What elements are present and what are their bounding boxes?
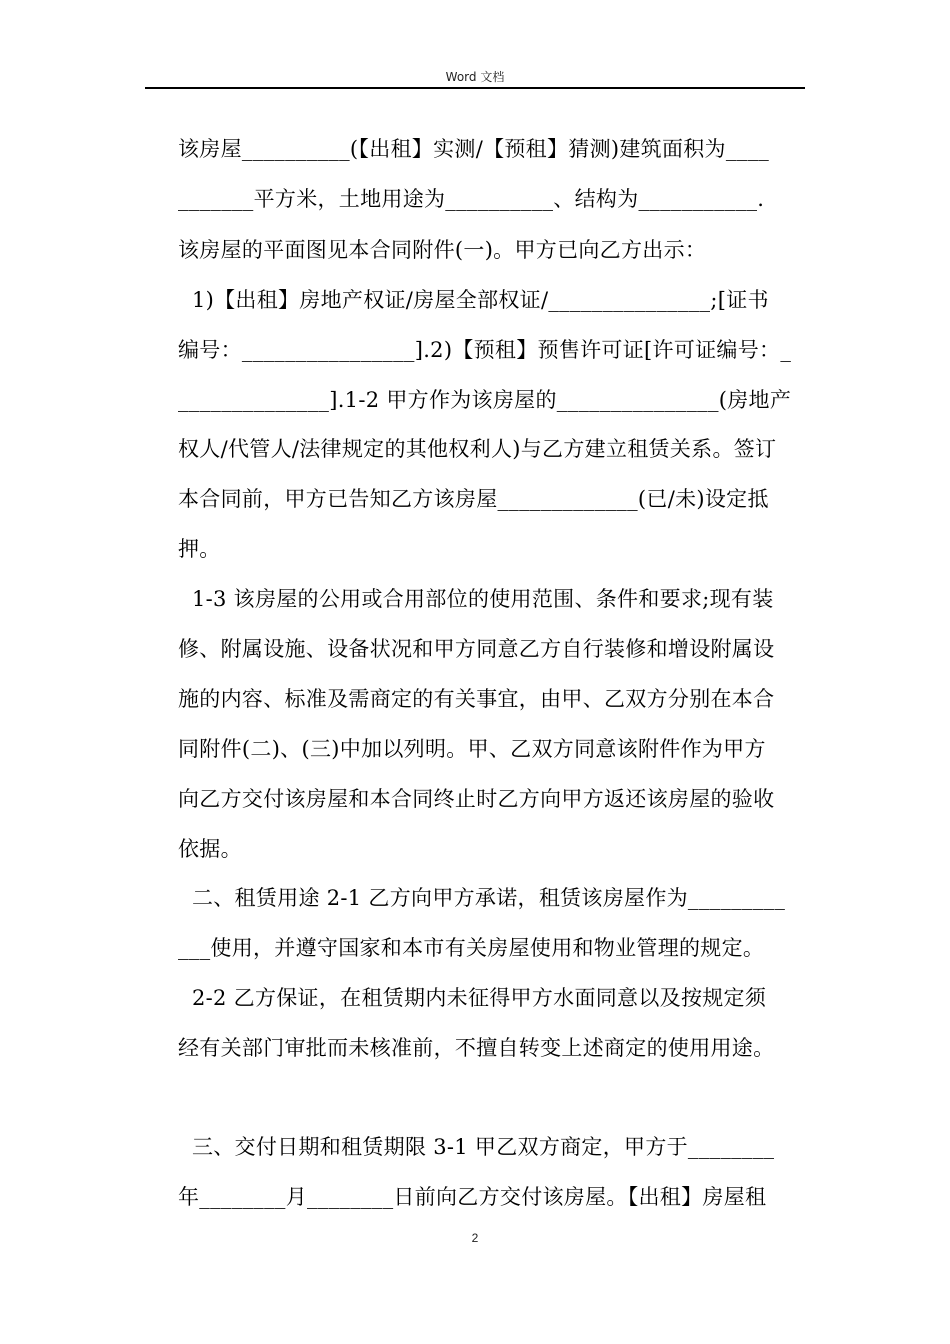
body-line: 权人/代管人/法律规定的其他权利人)与乙方建立租赁关系。签订 (178, 437, 777, 461)
body-line: 1-3 该房屋的公用或合用部位的使用范围、条件和要求;现有装 (178, 587, 774, 611)
body-line: 编号：________________].2)【预租】预售许可证[许可证编号：_ (178, 338, 792, 362)
page-header-title: Word 文档 (445, 70, 505, 84)
body-line: 向乙方交付该房屋和本合同终止时乙方向甲方返还该房屋的验收 (178, 787, 775, 811)
body-line: 修、附属设施、设备状况和甲方同意乙方自行装修和增设附属设 (178, 637, 775, 661)
body-line: 施的内容、标准及需商定的有关事宜，由甲、乙双方分别在本合 (178, 687, 775, 711)
body-line: 2-2 乙方保证，在租赁期内未征得甲方水面同意以及按规定须 (178, 986, 767, 1010)
body-line: ___使用，并遵守国家和本市有关房屋使用和物业管理的规定。 (178, 936, 765, 960)
header-divider (145, 87, 805, 89)
body-line: 经有关部门审批而未核准前，不擅自转变上述商定的使用用途。 (178, 1036, 775, 1060)
body-line: 该房屋的平面图见本合同附件(一)。甲方已向乙方出示： (178, 238, 707, 262)
body-line: 同附件(二)、(三)中加以列明。甲、乙双方同意该附件作为甲方 (178, 737, 766, 761)
body-line: 二、租赁用途 2-1 乙方向甲方承诺，租赁该房屋作为_________ (178, 886, 786, 910)
body-line: ______________].1-2 甲方作为该房屋的_______________(房地产 (178, 388, 792, 412)
body-line: 1)【出租】房地产权证/房屋全部权证/_______________;[证书 (178, 288, 769, 312)
body-line: 押。 (178, 537, 221, 561)
page-number: 2 (471, 1231, 479, 1245)
body-line: 年________月________日前向乙方交付该房屋。【出租】房屋租 (178, 1185, 767, 1209)
body-line: 本合同前，甲方已告知乙方该房屋_____________(已/未)设定抵 (178, 487, 769, 511)
body-line: 三、交付日期和租赁期限 3-1 甲乙双方商定，甲方于________ (178, 1135, 775, 1159)
body-line: _______平方米，土地用途为__________、结构为___________. (178, 187, 765, 211)
body-line: 依据。 (178, 837, 242, 861)
body-line: 该房屋__________(【出租】实测/【预租】猜测)建筑面积为____ (178, 137, 770, 161)
